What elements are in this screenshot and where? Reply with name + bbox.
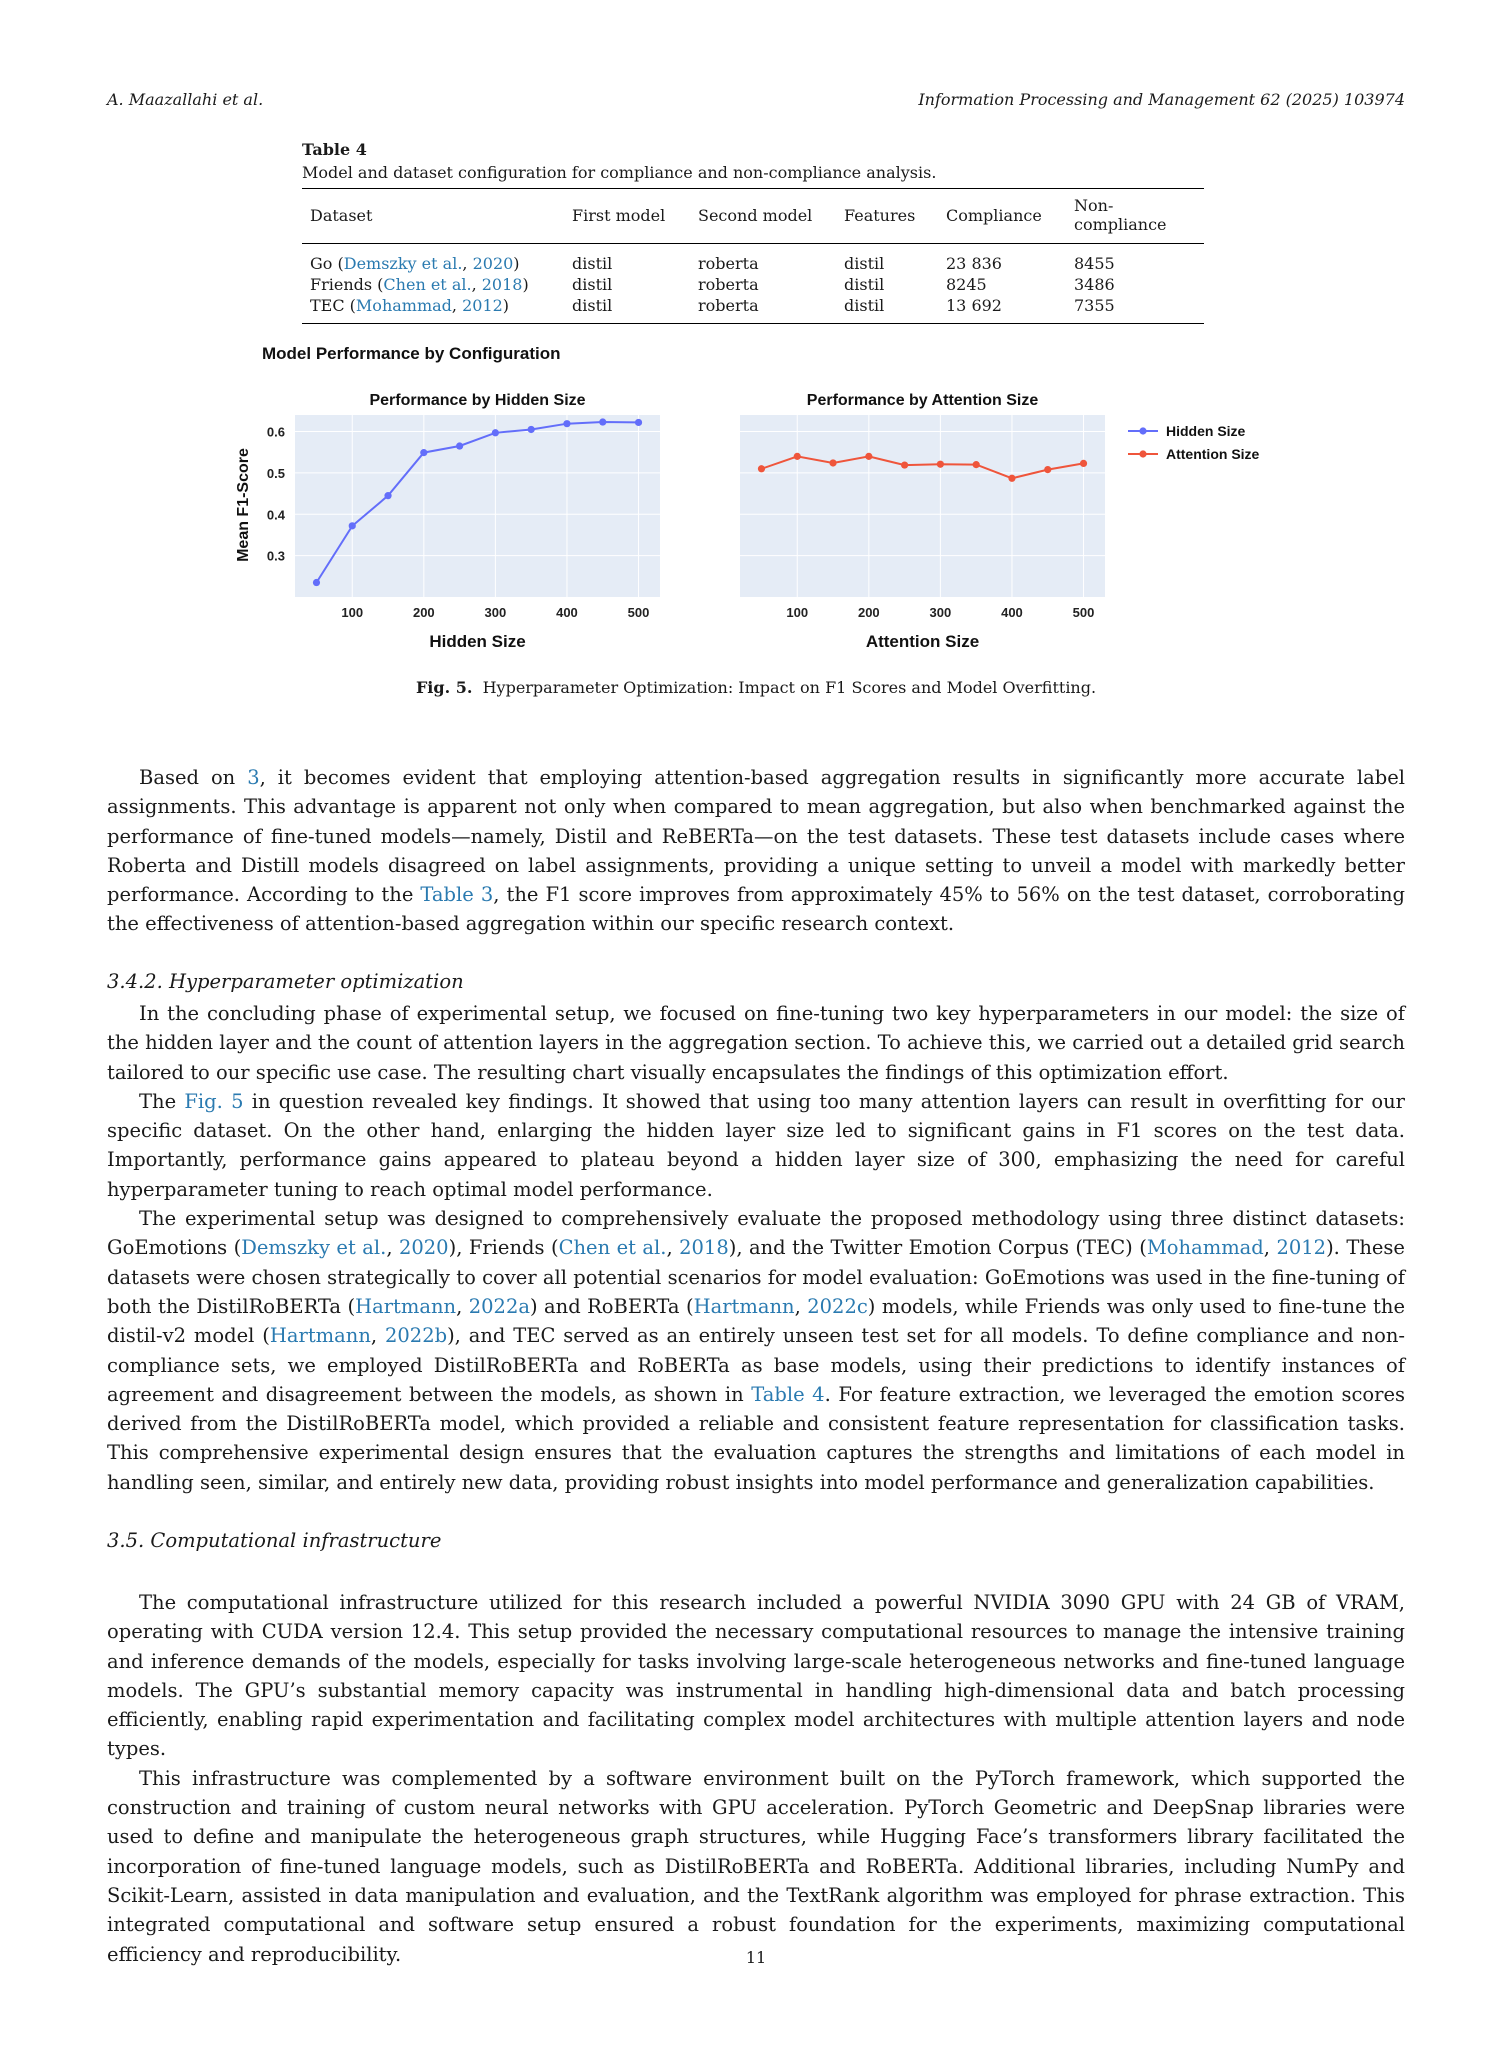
legend-label: Attention Size: [1166, 446, 1260, 462]
table-4-link[interactable]: Table 4: [751, 1382, 825, 1406]
cell-first-model: distil: [572, 275, 613, 294]
figure-caption: [0, 678, 1512, 697]
col-second-model: Second model: [698, 205, 813, 225]
panel-title: Performance by Hidden Size: [369, 392, 586, 409]
table-label: Table 4: [302, 140, 367, 159]
data-point: [1044, 466, 1051, 473]
plot-area: [740, 415, 1105, 597]
cell-dataset: Friends (Chen et al., 2018): [310, 275, 529, 294]
paragraph: In the concluding phase of experimental setup, we focused on fine-tuning two key hyperparameters in our model: the size of the hidden layer and the count of attention layers in the aggregation section. To achieve this, we carried out a detailed grid search tailored to our specific use case. The resulting chart visually encapsulates the findings of this optimization effort.: [107, 1002, 1405, 1084]
panel-title: Performance by Attention Size: [806, 392, 1039, 409]
cell-noncompliance: 3486: [1074, 275, 1115, 294]
plot-area: [295, 415, 660, 597]
data-point: [313, 579, 320, 586]
citation-year-link[interactable]: 2012: [462, 296, 503, 315]
data-point: [973, 461, 980, 468]
col-compliance: Compliance: [946, 205, 1042, 225]
x-tick-label: 300: [929, 605, 952, 620]
table-row: [302, 295, 1204, 324]
section-3-4-2-body: [107, 999, 1405, 1497]
table-header-row: [302, 189, 1204, 244]
table-row: [302, 274, 1204, 295]
x-tick-label: 100: [786, 605, 809, 620]
data-point: [563, 420, 570, 427]
cell-second-model: roberta: [698, 254, 759, 273]
running-header-journal: Information Processing and Management 62 (2025) 103974: [918, 90, 1405, 109]
cell-noncompliance: 8455: [1074, 254, 1115, 273]
x-tick-label: 400: [1001, 605, 1023, 620]
data-point: [865, 453, 872, 460]
citation-link[interactable]: Mohammad: [355, 296, 452, 315]
legend-marker: [1139, 427, 1146, 434]
data-point: [937, 461, 944, 468]
data-point: [901, 461, 908, 468]
cell-first-model: distil: [572, 254, 613, 273]
y-tick-label: 0.5: [266, 465, 285, 481]
y-tick-label: 0.4: [266, 507, 285, 523]
data-point: [528, 426, 535, 433]
table-3-link[interactable]: Table 3: [420, 883, 494, 907]
citation-year-link[interactable]: 2022c: [807, 1294, 868, 1318]
data-point: [1080, 460, 1087, 467]
performance-chart: [220, 330, 1300, 660]
col-features: Features: [844, 205, 916, 225]
cell-dataset: Go (Demszky et al., 2020): [310, 254, 520, 273]
citation-year-link[interactable]: 2020: [472, 254, 514, 273]
table-4: [302, 140, 1204, 324]
data-point: [758, 465, 765, 472]
running-header-authors: A. Maazallahi et al.: [107, 90, 264, 109]
x-tick-label: 200: [857, 605, 880, 620]
figure-label: Fig. 5.: [415, 678, 473, 697]
citation-link[interactable]: Demszky et al.: [241, 1236, 387, 1260]
paragraph: The experimental setup was designed to comprehensively evaluate the proposed methodology using three distinct datasets: GoEmotions (Demszky et al., 2020), Friends (Chen et al., 2018), and the Twitter Emotion Corpus (TEC) (Mohammad, 2012). These datasets were chosen strategically to cover all potential scenarios for model evaluation: GoEmotions was used in the fine-tuning of both the DistilRoBERTa (Hartmann, 2022a) and RoBERTa (Hartmann, 2022c) models, while Friends was only used to fine-tune the distil-v2 model (Hartmann, 2022b), and TEC served as an entirely unseen test set for all models. To define compliance and non-compliance sets, we employed DistilRoBERTa and RoBERTa as base models, using their predictions to identify instances of agreement and disagreement between the models, as shown in Table 4. For feature extraction, we leveraged the emotion scores derived from the DistilRoBERTa model, which provided a reliable and consistent feature representation for classification tasks. This comprehensive experimental design ensures that the evaluation captures the strengths and limitations of each model in handling seen, similar, and entirely new data, providing robust insights into model performance and generalization capabilities.: [107, 1207, 1406, 1494]
page-number: 11: [745, 1948, 767, 1967]
citation-year-link[interactable]: 2022a: [468, 1294, 530, 1318]
data-point: [829, 459, 836, 466]
citation-year-link[interactable]: 2020: [398, 1236, 449, 1260]
x-tick-label: 100: [341, 605, 364, 620]
col-dataset: Dataset: [310, 205, 373, 225]
cell-second-model: roberta: [690, 295, 836, 324]
data-point: [384, 492, 391, 499]
y-tick-label: 0.6: [266, 424, 285, 440]
x-tick-label: 400: [556, 605, 578, 620]
chart-main-title: Model Performance by Configuration: [262, 344, 561, 363]
data-point: [635, 419, 642, 426]
cell-dataset: TEC (Mohammad, 2012): [302, 295, 564, 324]
cell-compliance: 8245: [946, 275, 987, 294]
x-tick-label: 500: [627, 605, 650, 620]
cell-first-model: distil: [564, 295, 690, 324]
citation-year-link[interactable]: 2022b: [384, 1324, 448, 1348]
table-row: [302, 244, 1204, 275]
data-point: [349, 522, 356, 529]
col-noncompliance: Non-compliance: [1074, 196, 1167, 234]
data-point: [420, 449, 427, 456]
citation-year-link[interactable]: 2018: [481, 275, 523, 294]
data-point: [794, 453, 801, 460]
section-3-5-body: [107, 1588, 1405, 1969]
section-heading-3-5: 3.5. Computational infrastructure: [107, 1529, 442, 1552]
data-point: [456, 442, 463, 449]
y-tick-label: 0.3: [266, 548, 285, 564]
citation-link[interactable]: Mohammad: [1146, 1236, 1264, 1260]
section-3-link[interactable]: 3: [247, 766, 260, 789]
cell-noncompliance: 7355: [1066, 295, 1204, 324]
x-tick-label: 300: [484, 605, 507, 620]
cell-features: distil: [836, 295, 938, 324]
citation-year-link[interactable]: 2012: [1276, 1236, 1327, 1260]
cell-features: distil: [844, 254, 885, 273]
x-tick-label: 200: [412, 605, 435, 620]
legend-label: Hidden Size: [1166, 423, 1246, 439]
paragraph: The computational infrastructure utilized for this research included a powerful NVIDIA 3090 GPU with 24 GB of VRAM, operating with CUDA version 12.4. This setup provided the necessary computational resources to manage the intensive training and inference demands of the models, especially for tasks involving large-scale heterogeneous networks and fine-tuned language models. The GPU’s substantial memory capacity was instrumental in handling high-dimensional data and batch processing efficiently, enabling rapid experimentation and facilitating complex model architectures with multiple attention layers and node types.: [107, 1591, 1405, 1761]
cell-compliance: 13 692: [938, 295, 1066, 324]
citation-link[interactable]: Hartmann: [693, 1294, 795, 1318]
figure-caption-text: Hyperparameter Optimization: Impact on F1 Scores and Model Overfitting.: [482, 678, 1097, 697]
paragraph: This infrastructure was complemented by a software environment built on the PyTorch framework, which supported the construction and training of custom neural networks with GPU acceleration. PyTorch Geometric and DeepSnap libraries were used to define and manipulate the heterogeneous graph structures, while Hugging Face’s transformers library facilitated the incorporation of fine-tuned language models, such as DistilRoBERTa and RoBERTa. Additional libraries, including NumPy and Scikit-Learn, assisted in data manipulation and evaluation, and the TextRank algorithm was employed for phrase extraction. This integrated computational and software setup ensured a robust foundation for the experiments, maximizing computational efficiency and reproducibility.: [107, 1766, 1405, 1966]
data-point: [492, 429, 499, 436]
citation-link[interactable]: Chen et al.: [558, 1236, 667, 1260]
paragraph-attention-results: Based on 3, it becomes evident that employing attention-based aggregation results in significantly more accurate label assignments. This advantage is apparent not only when compared to mean aggregation, but also when benchmarked against the performance of fine-tuned models—namely, Distil and ReBERTa—on the test datasets. These test datasets include cases where Roberta and Distill models disagreed on label assignments, providing a unique setting to unveil a model with markedly better performance. According to the Table 3, the F1 score improves from approximately 45% to 56% on the test dataset, corroborating the effectiveness of attention-based aggregation within our specific research context.: [107, 766, 1406, 936]
paragraph: The Fig. 5 in question revealed key findings. It showed that using too many attention layers can result in overfitting for our specific dataset. On the other hand, enlarging the hidden layer size led to significant gains in F1 scores on the test data. Importantly, performance gains appeared to plateau beyond a hidden layer size of 300, emphasizing the need for careful hyperparameter tuning to reach optimal model performance.: [107, 1089, 1405, 1201]
table-caption: Model and dataset configuration for compliance and non-compliance analysis.: [302, 163, 937, 182]
citation-link[interactable]: Hartmann: [355, 1294, 457, 1318]
citation-link[interactable]: Hartmann: [269, 1324, 371, 1348]
citation-link[interactable]: Chen et al.: [383, 275, 472, 294]
config-table: [302, 188, 1204, 324]
y-axis-label: Mean F1-Score: [235, 448, 252, 562]
cell-compliance: 23 836: [946, 254, 1002, 273]
citation-link[interactable]: Demszky et al.: [343, 254, 463, 273]
fig-5-link[interactable]: Fig. 5: [184, 1089, 244, 1113]
x-axis-label: Attention Size: [865, 632, 980, 651]
legend-marker: [1139, 450, 1146, 457]
col-first-model: First model: [572, 205, 666, 225]
cell-features: distil: [844, 275, 885, 294]
x-tick-label: 500: [1072, 605, 1095, 620]
data-point: [1008, 475, 1015, 482]
cell-second-model: roberta: [698, 275, 759, 294]
data-point: [599, 418, 606, 425]
citation-year-link[interactable]: 2018: [679, 1236, 729, 1260]
x-axis-label: Hidden Size: [429, 632, 526, 651]
section-heading-3-4-2: 3.4.2. Hyperparameter optimization: [107, 970, 464, 993]
